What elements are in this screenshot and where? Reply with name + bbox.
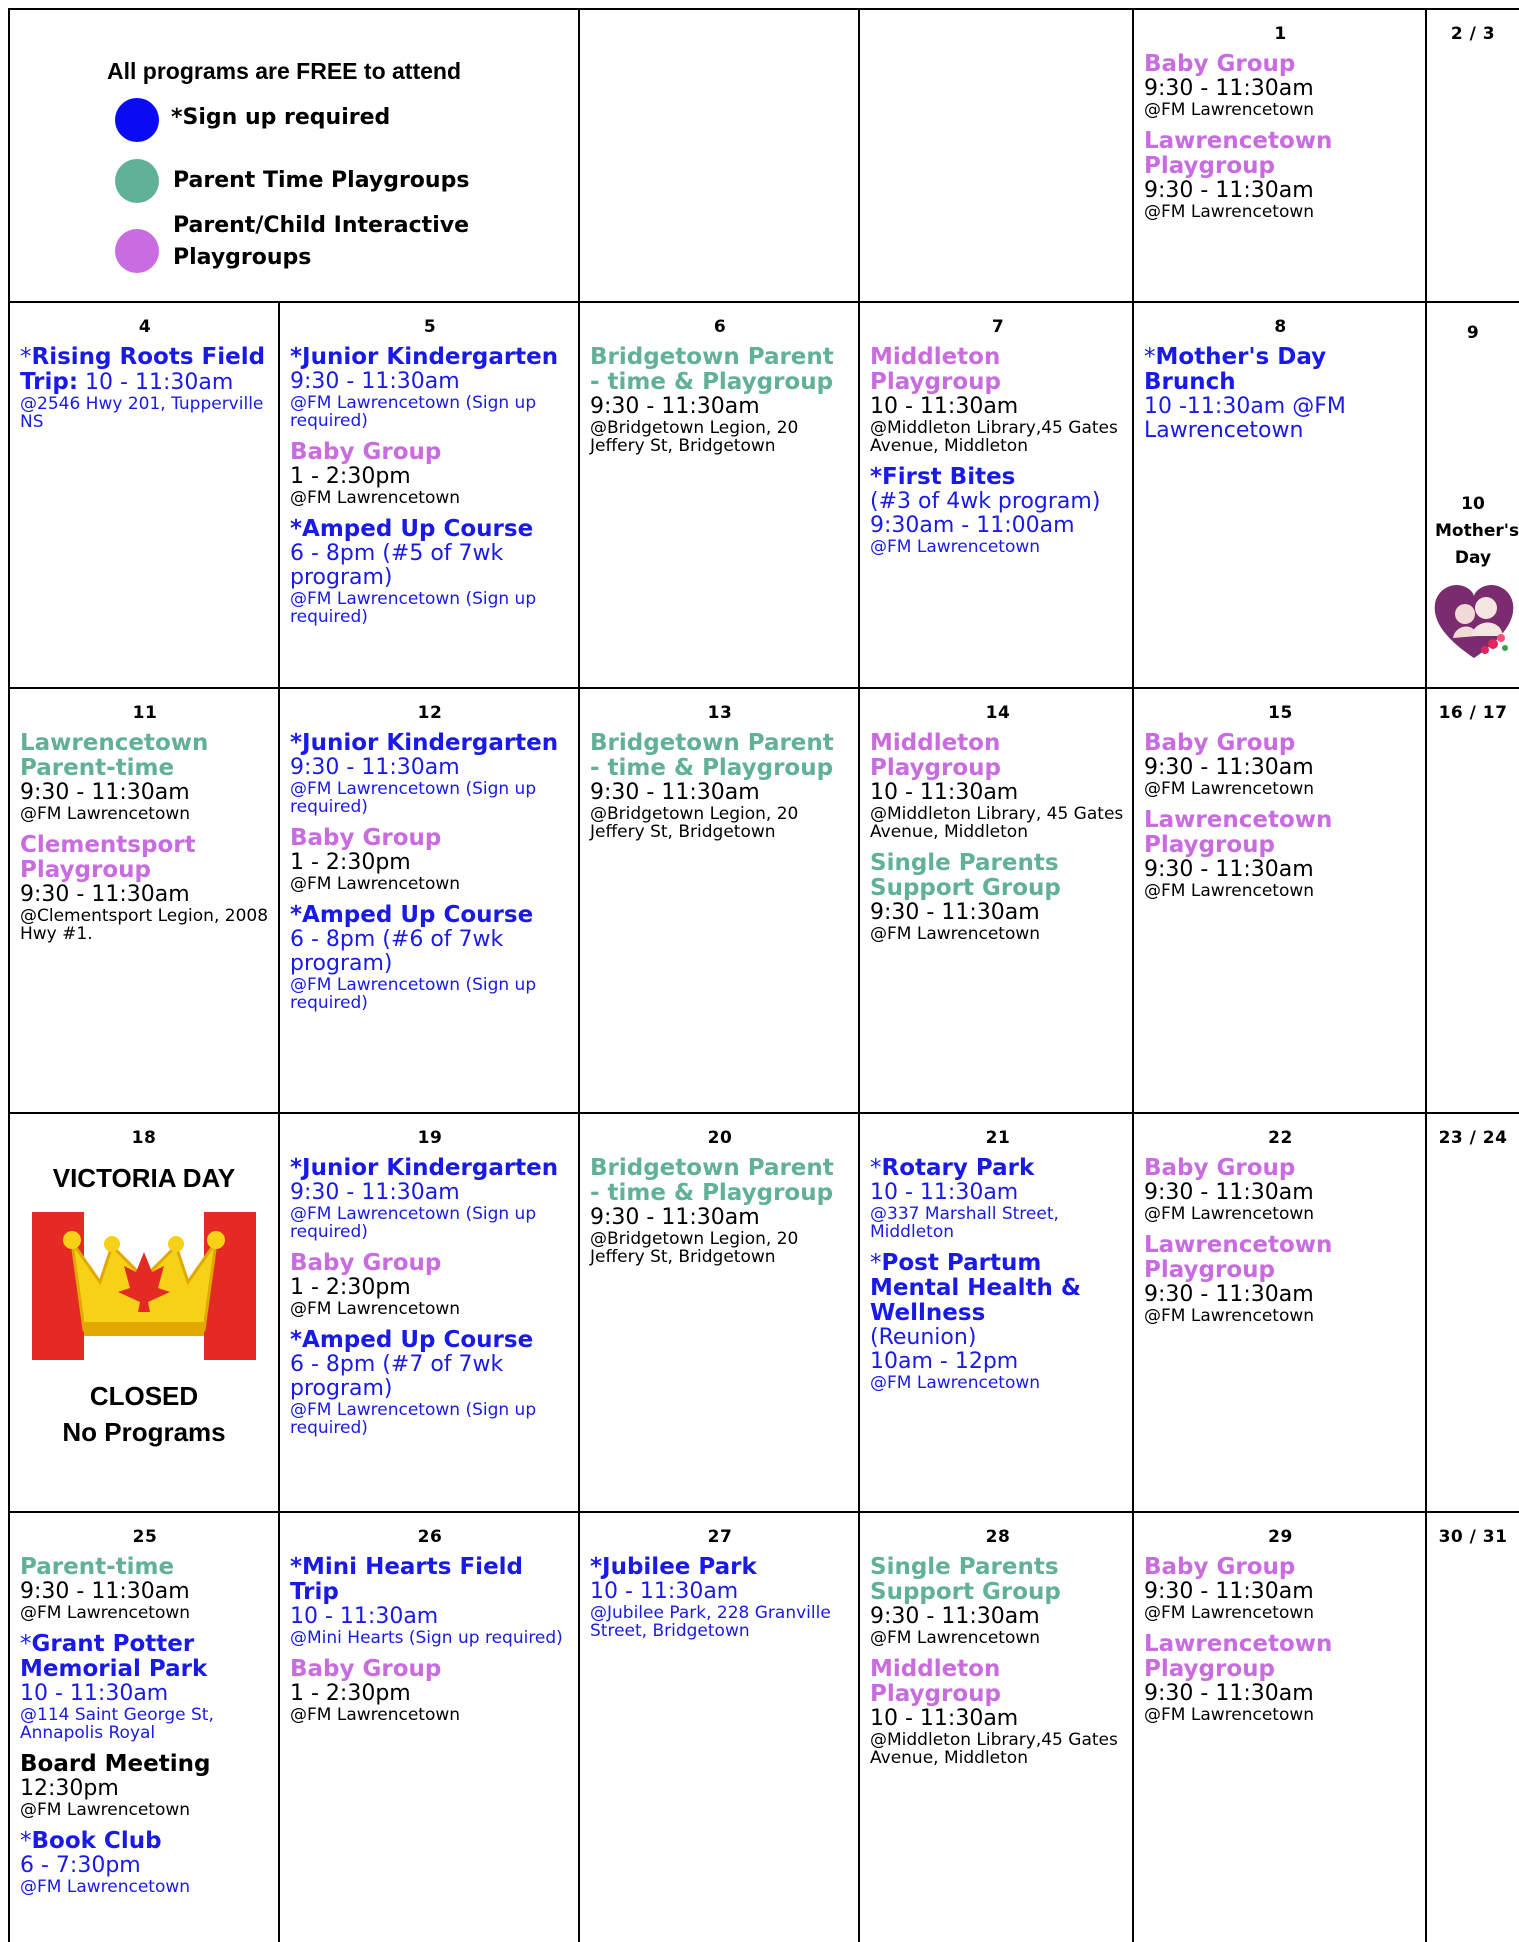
event-title-text: Amped Up Course	[302, 1327, 534, 1353]
legend-blue-dot	[115, 98, 159, 142]
event-title-text: Baby Group	[290, 1656, 442, 1682]
event-title	[290, 1156, 570, 1181]
event-time: 6 - 7:30pm	[20, 1853, 141, 1878]
event-title-text: Baby Group	[1144, 1554, 1296, 1580]
event-title	[290, 731, 570, 756]
legend-interactive-label: Parent/Child Interactive Playgroups	[173, 213, 470, 270]
event	[870, 851, 1126, 943]
day-cell	[280, 689, 578, 1112]
event	[20, 1829, 270, 1896]
day-number: 30 / 31	[1438, 1527, 1508, 1547]
event-time: 9:30 - 11:30am	[1144, 1579, 1314, 1604]
day-cell	[280, 1114, 578, 1511]
required-star: *	[870, 464, 883, 490]
legend-sign-up-label: *Sign up required	[171, 105, 391, 130]
legend-green-dot	[115, 159, 159, 203]
day-number: 19	[417, 1128, 443, 1148]
event-title	[590, 731, 850, 781]
legend	[10, 10, 578, 301]
event-title	[870, 345, 1126, 395]
day-number: 26	[417, 1527, 443, 1547]
required-star: *	[870, 1155, 882, 1181]
mothers-day-label: Mother's Day	[1435, 521, 1519, 568]
event	[290, 731, 570, 816]
event-title-text: Lawrencetown Playgroup	[1144, 1631, 1333, 1682]
day-number: 2 / 3	[1450, 24, 1496, 44]
event-time: 10 - 11:30am	[78, 370, 234, 395]
day-number: 6	[713, 317, 727, 337]
day-cell	[580, 303, 858, 687]
day-number: 7	[991, 317, 1005, 337]
event-title	[870, 1555, 1126, 1605]
event-title	[870, 465, 1126, 490]
event	[590, 731, 850, 841]
event	[290, 1328, 570, 1437]
event-time: 9:30 - 11:30am	[1144, 76, 1314, 101]
day-cell	[580, 1513, 858, 1942]
event-title	[290, 345, 570, 370]
event-time: 9:30 - 11:30am	[290, 1180, 460, 1205]
event-location: @FM Lawrencetown (Sign up required)	[290, 1400, 537, 1438]
event-location: @FM Lawrencetown	[870, 537, 1041, 557]
event	[290, 826, 570, 893]
day-cell	[1134, 1114, 1425, 1511]
day-cell	[1427, 1513, 1519, 1942]
day-number: 29	[1268, 1527, 1293, 1547]
required-star: *	[290, 730, 303, 756]
day-number: 23 / 24	[1438, 1128, 1508, 1148]
event	[290, 1156, 570, 1241]
day-number: 5	[423, 317, 437, 337]
event-time: 9:30 - 11:30am	[870, 1604, 1040, 1629]
event-location: @FM Lawrencetown	[290, 488, 461, 508]
event	[20, 1555, 270, 1622]
event-time: 10 -11:30am @FM Lawrencetown	[1144, 394, 1346, 443]
canada-crown-image	[32, 1212, 256, 1360]
event	[290, 517, 570, 626]
event-time: 1 - 2:30pm	[290, 1681, 411, 1706]
event-title	[290, 1555, 570, 1605]
day-number: 11	[132, 703, 158, 723]
event-time: 9:30 - 11:30am	[590, 1205, 760, 1230]
day-number: 9	[1466, 323, 1480, 343]
event-title-text: Clementsport Playgroup	[20, 832, 196, 883]
day-number: 12	[417, 703, 443, 723]
event-title	[870, 1156, 1126, 1181]
required-star: *	[20, 1631, 32, 1657]
required-star: *	[290, 344, 303, 370]
event-title	[1144, 129, 1417, 179]
event	[870, 1657, 1126, 1767]
event-title	[290, 517, 570, 542]
event-title-text: Baby Group	[290, 825, 442, 851]
event-title	[590, 1156, 850, 1206]
day-cell	[860, 1513, 1132, 1942]
event-title	[290, 1657, 570, 1682]
event-title-text: Book Club	[31, 1828, 162, 1854]
event-title	[1144, 808, 1417, 858]
day-cell	[1134, 10, 1425, 301]
day-number: 21	[985, 1128, 1011, 1148]
required-star: *	[290, 516, 303, 542]
event	[20, 345, 270, 431]
event-time: 9:30 - 11:30am	[870, 900, 1040, 925]
required-star: *	[290, 1155, 303, 1181]
event-time: 9:30 - 11:30am	[1144, 178, 1314, 203]
event-time: 9:30 - 11:30am	[1144, 1282, 1314, 1307]
holiday-title: VICTORIA DAY	[52, 1163, 236, 1193]
event	[870, 731, 1126, 841]
event-location: @FM Lawrencetown	[1144, 1306, 1315, 1326]
day-cell	[580, 689, 858, 1112]
event-location: @Bridgetown Legion, 20 Jeffery St, Bridgetown	[590, 1229, 799, 1267]
event-time: 6 - 8pm (#5 of 7wk program)	[290, 541, 504, 590]
event-title-text: Lawrencetown Playgroup	[1144, 807, 1333, 858]
event-time-secondary: 9:30am - 11:00am	[870, 513, 1075, 538]
event-time: 9:30 - 11:30am	[1144, 1180, 1314, 1205]
day-number: 13	[707, 703, 733, 723]
event-time: 10 - 11:30am	[870, 1706, 1019, 1731]
event-title-text: Bridgetown Parent - time & Playgroup	[590, 344, 834, 395]
event-location: @FM Lawrencetown	[1144, 1705, 1315, 1725]
event-title	[870, 731, 1126, 781]
event-location: @Clementsport Legion, 2008 Hwy #1.	[20, 906, 269, 944]
event-title-text: Bridgetown Parent - time & Playgroup	[590, 1155, 834, 1206]
event-time: 9:30 - 11:30am	[590, 394, 760, 419]
legend-title: All programs are FREE to attend	[107, 58, 462, 84]
day-cell	[280, 303, 578, 687]
event-title-text: Middleton Playgroup	[870, 1656, 1001, 1707]
event-title-text: Bridgetown Parent - time & Playgroup	[590, 730, 834, 781]
mothers-day-heart-image	[1431, 578, 1517, 664]
event-title-text: Baby Group	[1144, 730, 1296, 756]
event-location: @FM Lawrencetown	[870, 1628, 1041, 1648]
event-time: 10 - 11:30am	[870, 780, 1019, 805]
event-title	[290, 440, 570, 465]
event-location: @FM Lawrencetown	[870, 1373, 1041, 1393]
event-location: @337 Marshall Street, Middleton	[870, 1204, 1059, 1242]
event-title	[290, 1328, 570, 1353]
event-title	[590, 1555, 850, 1580]
event-title-text: Lawrencetown Playgroup	[1144, 1232, 1333, 1283]
event-time: 9:30 - 11:30am	[290, 369, 460, 394]
event-location: @Middleton Library, 45 Gates Avenue, Middleton	[870, 804, 1124, 842]
event-title	[290, 826, 570, 851]
event-time: 10 - 11:30am	[870, 1180, 1019, 1205]
no-programs-label: No Programs	[62, 1417, 226, 1447]
event-location: @Bridgetown Legion, 20 Jeffery St, Bridgetown	[590, 418, 799, 456]
event-time: 10 - 11:30am	[20, 1681, 169, 1706]
event	[590, 345, 850, 455]
event-location: @FM Lawrencetown	[290, 874, 461, 894]
event-title-text: Baby Group	[290, 439, 442, 465]
event	[1144, 345, 1417, 443]
event-title-text: Amped Up Course	[302, 902, 534, 928]
event	[20, 1632, 270, 1742]
event-title	[20, 1752, 270, 1777]
event-title-text: Baby Group	[290, 1250, 442, 1276]
event-title-text: Parent-time	[20, 1554, 175, 1580]
day-cell	[860, 303, 1132, 687]
required-star: *	[1144, 344, 1156, 370]
day-number: 20	[707, 1128, 733, 1148]
event	[1144, 1632, 1417, 1724]
required-star: *	[20, 1828, 32, 1854]
event-title-text: Mini Hearts Field Trip	[290, 1554, 524, 1605]
day-cell-weekend	[1427, 303, 1519, 687]
event-title	[1144, 1156, 1417, 1181]
event-title-text: Rising Roots Field Trip:	[20, 344, 266, 395]
event-location: @FM Lawrencetown (Sign up required)	[290, 975, 537, 1013]
event	[1144, 731, 1417, 798]
required-star: *	[290, 902, 303, 928]
event-title	[290, 903, 570, 928]
event-location: @FM Lawrencetown	[20, 804, 191, 824]
event	[590, 1555, 850, 1640]
event	[870, 1555, 1126, 1647]
event-location: @FM Lawrencetown	[1144, 881, 1315, 901]
event-location: @FM Lawrencetown	[870, 924, 1041, 944]
day-cell	[1427, 10, 1519, 301]
event-time: 10 - 11:30am	[870, 394, 1019, 419]
day-number: 8	[1274, 317, 1287, 337]
event	[290, 440, 570, 507]
event-location: @FM Lawrencetown	[20, 1877, 191, 1897]
event-location: @Mini Hearts (Sign up required)	[290, 1628, 563, 1648]
event-title	[20, 1555, 270, 1580]
event-location: @Jubilee Park, 228 Granville Street, Bridgetown	[590, 1603, 831, 1641]
event-title-text: Junior Kindergarten	[302, 730, 559, 756]
day-cell	[580, 1114, 858, 1511]
event	[1144, 1555, 1417, 1622]
event-location: @FM Lawrencetown (Sign up required)	[290, 779, 537, 817]
event-title-text: Jubilee Park	[602, 1554, 757, 1580]
day-number: 28	[985, 1527, 1011, 1547]
day-number: 16 / 17	[1438, 703, 1508, 723]
required-star: *	[290, 1554, 303, 1580]
event	[290, 903, 570, 1012]
event	[870, 465, 1126, 556]
event-location: @Middleton Library,45 Gates Avenue, Middleton	[870, 418, 1118, 456]
event-title-text: Baby Group	[1144, 1155, 1296, 1181]
event-title-text: Single Parents Support Group	[870, 850, 1061, 901]
event-title	[590, 345, 850, 395]
day-number: 18	[131, 1128, 157, 1148]
event-time: 1 - 2:30pm	[290, 464, 411, 489]
legend-purple-dot	[115, 229, 159, 273]
event	[290, 1251, 570, 1318]
event-time: 9:30 - 11:30am	[1144, 1681, 1314, 1706]
required-star: *	[590, 1554, 603, 1580]
event-title	[1144, 345, 1417, 395]
event-title	[1144, 731, 1417, 756]
event-time: (#3 of 4wk program)	[870, 489, 1101, 514]
event-title-text: Junior Kindergarten	[302, 344, 559, 370]
event-time: 9:30 - 11:30am	[20, 882, 190, 907]
event-location: @114 Saint George St, Annapolis Royal	[20, 1705, 214, 1743]
event	[870, 1156, 1126, 1241]
event-location: @FM Lawrencetown (Sign up required)	[290, 589, 537, 627]
event-location: @FM Lawrencetown	[290, 1705, 461, 1725]
event-title	[870, 1251, 1126, 1326]
event-title-text: Single Parents Support Group	[870, 1554, 1061, 1605]
day-cell	[1427, 689, 1519, 1112]
day-cell	[1134, 689, 1425, 1112]
event	[20, 1752, 270, 1819]
event-title	[1144, 1233, 1417, 1283]
event-location: @FM Lawrencetown	[1144, 1603, 1315, 1623]
event-title	[20, 1632, 270, 1682]
event-time: 9:30 - 11:30am	[590, 780, 760, 805]
day-number: 10	[1461, 494, 1485, 514]
event-time: 9:30 - 11:30am	[1144, 857, 1314, 882]
event-time: 9:30 - 11:30am	[1144, 755, 1314, 780]
event	[1144, 1233, 1417, 1325]
event-location: @FM Lawrencetown	[290, 1299, 461, 1319]
day-number: 15	[1268, 703, 1293, 723]
event-title-text: Board Meeting	[20, 1751, 211, 1777]
day-number: 1	[1274, 24, 1287, 44]
event-title	[870, 1657, 1126, 1707]
event-title	[1144, 1632, 1417, 1682]
event-location: @FM Lawrencetown	[1144, 1204, 1315, 1224]
event-location: @Middleton Library,45 Gates Avenue, Middleton	[870, 1730, 1118, 1768]
event	[1144, 52, 1417, 119]
victoria-day-cell	[10, 1114, 278, 1511]
event-location: @FM Lawrencetown	[20, 1800, 191, 1820]
required-star: *	[20, 344, 32, 370]
event-time: 12:30pm	[20, 1776, 119, 1801]
event-time: 1 - 2:30pm	[290, 1275, 411, 1300]
event-title-text: First Bites	[882, 464, 1016, 490]
event-title	[20, 833, 270, 883]
legend-parent-time-label: Parent Time Playgroups	[173, 168, 470, 193]
event-location: @Bridgetown Legion, 20 Jeffery St, Bridgetown	[590, 804, 799, 842]
event-title-text: Rotary Park	[881, 1155, 1035, 1181]
event-location: @FM Lawrencetown	[1144, 202, 1315, 222]
event-time: 9:30 - 11:30am	[20, 780, 190, 805]
event-time: 6 - 8pm (#7 of 7wk program)	[290, 1352, 504, 1401]
day-cell	[1427, 1114, 1519, 1511]
event-title-text: Grant Potter Memorial Park	[20, 1631, 208, 1682]
day-number: 27	[707, 1527, 733, 1547]
event-title-text: Middleton Playgroup	[870, 730, 1001, 781]
event-title-text: Lawrencetown Playgroup	[1144, 128, 1333, 179]
event-time: 1 - 2:30pm	[290, 850, 411, 875]
event-location: @2546 Hwy 201, Tupperville NS	[20, 394, 264, 432]
event-location: @FM Lawrencetown (Sign up required)	[290, 1204, 537, 1242]
event	[290, 345, 570, 430]
event-title-text: Junior Kindergarten	[302, 1155, 559, 1181]
event-location: @FM Lawrencetown	[20, 1603, 191, 1623]
day-cell	[1134, 303, 1425, 687]
event-title-text: Baby Group	[1144, 51, 1296, 77]
day-cell	[10, 689, 278, 1112]
event	[870, 345, 1126, 455]
closed-label: CLOSED	[89, 1381, 199, 1411]
event	[20, 731, 270, 823]
event	[20, 833, 270, 943]
day-cell	[10, 303, 278, 687]
event-title-text: Lawrencetown Parent-time	[20, 730, 209, 781]
day-number: 25	[132, 1527, 158, 1547]
event-title	[1144, 52, 1417, 77]
event-title-text: Mother's Day Brunch	[1144, 344, 1327, 395]
event-title	[20, 1829, 270, 1854]
event	[290, 1555, 570, 1647]
event-title	[20, 731, 270, 781]
event-location: @FM Lawrencetown (Sign up required)	[290, 393, 537, 431]
event-time: 10 - 11:30am	[590, 1579, 739, 1604]
day-cell	[280, 1513, 578, 1942]
event-time: 9:30 - 11:30am	[20, 1579, 190, 1604]
day-number: 4	[138, 317, 152, 337]
event-title-text: Amped Up Course	[302, 516, 534, 542]
day-number: 22	[1268, 1128, 1293, 1148]
event-title	[870, 851, 1126, 901]
event	[590, 1156, 850, 1266]
event	[1144, 1156, 1417, 1223]
event-title	[1144, 1555, 1417, 1580]
event-title	[20, 345, 270, 395]
event-location: @FM Lawrencetown	[1144, 100, 1315, 120]
event-time: (Reunion)	[870, 1325, 977, 1350]
event	[1144, 129, 1417, 221]
day-cell	[860, 689, 1132, 1112]
required-star: *	[870, 1250, 882, 1276]
event-time: 6 - 8pm (#6 of 7wk program)	[290, 927, 504, 976]
event-title	[290, 1251, 570, 1276]
event	[870, 1251, 1126, 1392]
day-cell	[860, 1114, 1132, 1511]
event	[1144, 808, 1417, 900]
event-time-secondary: 10am - 12pm	[870, 1349, 1019, 1374]
day-number: 14	[985, 703, 1011, 723]
day-cell	[10, 1513, 278, 1942]
event-time: 10 - 11:30am	[290, 1604, 439, 1629]
event	[290, 1657, 570, 1724]
event-time: 9:30 - 11:30am	[290, 755, 460, 780]
day-cell	[1134, 1513, 1425, 1942]
event-title-text: Post Partum Mental Health & Wellness	[870, 1250, 1081, 1326]
event-location: @FM Lawrencetown	[1144, 779, 1315, 799]
required-star: *	[290, 1327, 303, 1353]
event-title-text: Middleton Playgroup	[870, 344, 1001, 395]
